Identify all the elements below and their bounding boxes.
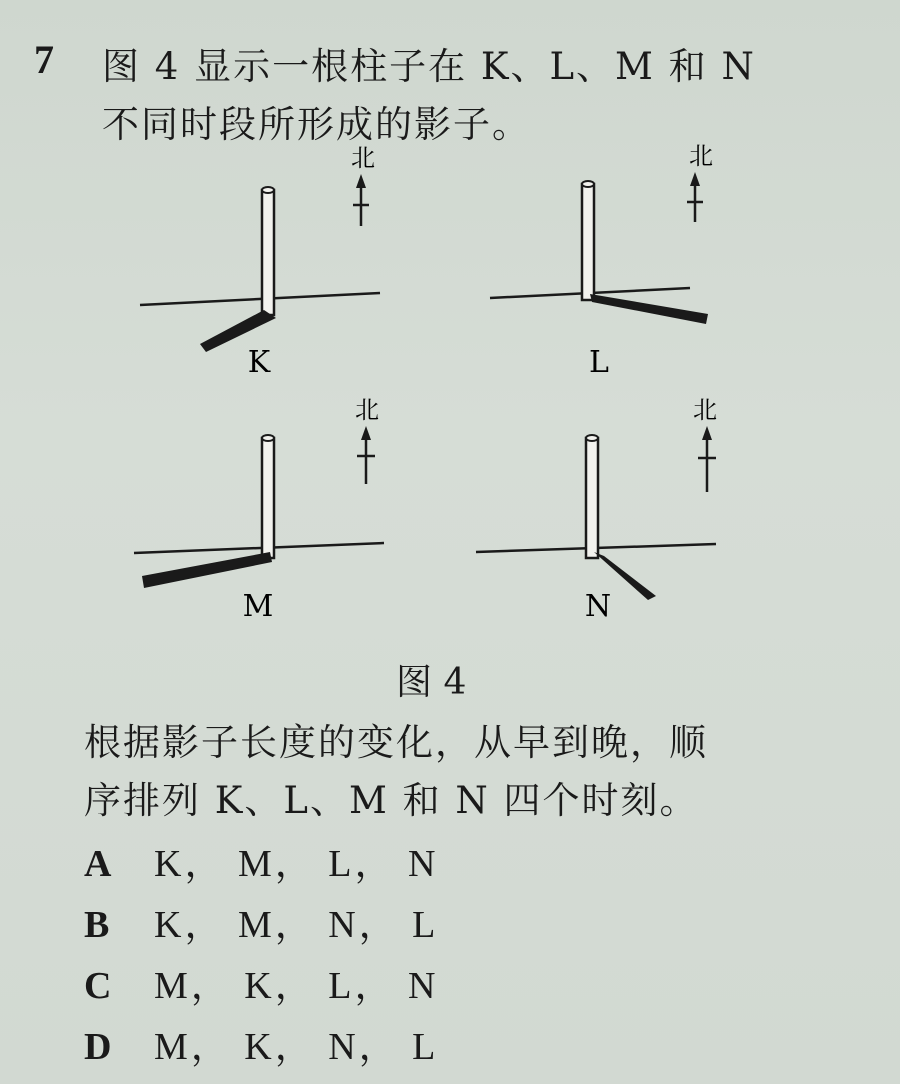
option-b[interactable] [84,893,438,948]
north-arrow-icon [693,396,717,492]
option-letter: D [84,1026,112,1068]
question-stem-line-1: 图 4 显示一根柱子在 K、L、M 和 N [102,45,756,88]
option-letter: B [84,904,110,946]
ground-line [140,293,380,305]
pole-top [582,181,594,187]
question-prompt-line-1: 根据影子长度的变化，从早到晚，顺 [84,721,708,764]
pole [262,438,274,558]
north-label: 北 [693,396,717,424]
shadow [142,552,272,588]
panel-m [134,396,384,624]
option-text: M， K， N， L [154,1026,439,1068]
panel-label-n: N [584,589,612,624]
pole-top [262,435,274,441]
question-stem-line-2: 不同时段所形成的影子。 [102,103,531,146]
pole [586,438,598,558]
option-a[interactable] [84,832,438,887]
option-letter: A [84,843,112,885]
panel-label-k: K [247,345,271,380]
option-text: M， K， L， N [154,965,439,1007]
pole [582,184,594,300]
north-arrow-icon [687,142,713,222]
north-arrow-icon [351,144,375,226]
north-label: 北 [689,142,713,170]
panel-label-l: L [589,345,609,380]
panel-l [490,142,713,380]
question-prompt-line-2: 序排列 K、L、M 和 N 四个时刻。 [84,779,699,822]
pole-top [262,187,274,193]
question-number: 7 [34,37,54,82]
option-c[interactable] [84,954,438,1009]
panel-label-m: M [242,589,274,624]
option-text: K， M， N， L [154,904,439,946]
option-text: K， M， L， N [154,843,439,885]
north-label: 北 [351,144,375,172]
panel-n [476,396,717,624]
north-arrow-icon [355,396,379,484]
pole [262,190,274,315]
panel-k [140,144,380,380]
ground-line [134,543,384,553]
option-d[interactable] [84,1015,438,1070]
figure-caption: 图 4 [396,662,467,703]
shadow [590,294,708,324]
pole-top [586,435,598,441]
north-label: 北 [355,396,379,424]
option-letter: C [84,965,112,1007]
